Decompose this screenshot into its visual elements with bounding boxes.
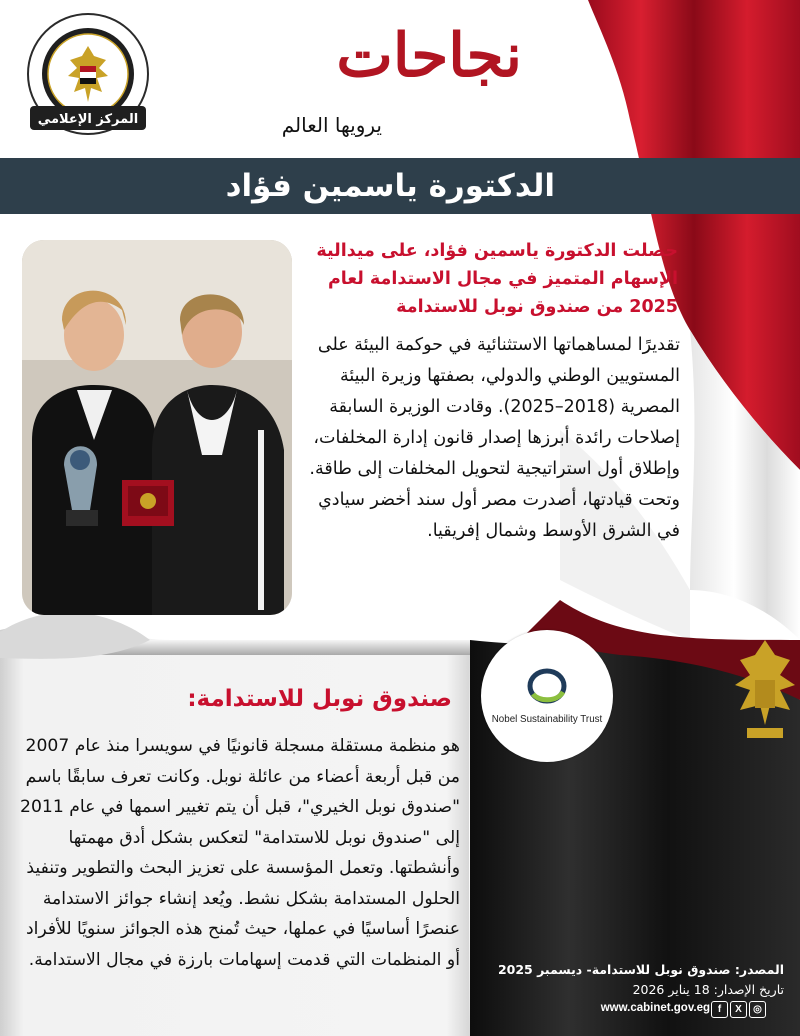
intro-body: تقديرًا لمساهماتها الاستثنائية في حوكمة البيئة على المستويين الوطني والدولي، بصفتها وزيرة البيئة المصرية (2018–2025). وقادت الوزيرة السابقة إصلاحات رائدة أبرزها إصدار قانون إدارة المخلفات، وإطلاق أول استراتيجية لتحويل المخلفات إلى طاقة. وتحت قيادتها، أصدرت مصر أول سند أخضر سيادي في الشرق الأوسط وشمال إفريقيا. [309,335,680,541]
fund-section-title: صندوق نوبل للاستدامة: [187,686,452,712]
fund-section-body: هو منظمة مستقلة مسجلة قانونيًا في سويسرا منذ عام 2007 من قبل أربعة أعضاء من عائلة نوبل. وكانت تعرف سابقًا باسم "صندوق نوبل الخيري"، قبل أن يتم تغيير اسمها في عام 2011 إلى "صندوق نوبل للاستدامة" لتعكس بشكل أدق مهمتها وأنشطتها. وتعمل المؤسسة على تعزيز البحث والتطوير وتنفيذ الحلول المستدامة بشكل نشط. ويُعد إنشاء جوائز الاستدامة عنصرًا أساسيًا في عملها، حيث تُمنح هذه الجوائز سنويًا للأفراد أو المنظمات التي قدمت إسهامات بارزة في مجال الاستدامة. [20,736,460,970]
award-photo-illustration [22,240,292,615]
facebook-icon[interactable]: f [711,1001,728,1018]
honoree-name: الدكتورة ياسمين فؤاد [225,168,555,204]
headline: نجاحات [336,21,522,91]
nobel-sustainability-trust-logo [481,630,613,762]
footer-release-date: تاريخ الإصدار: 18 يناير 2026 [632,982,784,997]
headline-subtitle: يرويها العالم [281,113,382,137]
footer-website[interactable]: www.cabinet.gov.eg [600,1002,710,1014]
footer-source: المصدر: صندوق نوبل للاستدامة- ديسمبر 2025 [497,962,784,977]
award-photo [22,240,292,615]
intro-lead: حصلت الدكتورة ياسمين فؤاد، على ميدالية الإسهام المتميز في مجال الاستدامة لعام 2025 من صندوق نوبل للاستدامة [316,241,678,317]
nst-ring-icon [481,630,613,762]
instagram-icon[interactable]: ◎ [749,1001,766,1018]
nst-logo-text: Nobel Sustainability Trust [491,714,603,725]
logo-ribbon-text: المركز الإعلامي [37,112,139,127]
x-icon[interactable]: X [730,1001,747,1018]
